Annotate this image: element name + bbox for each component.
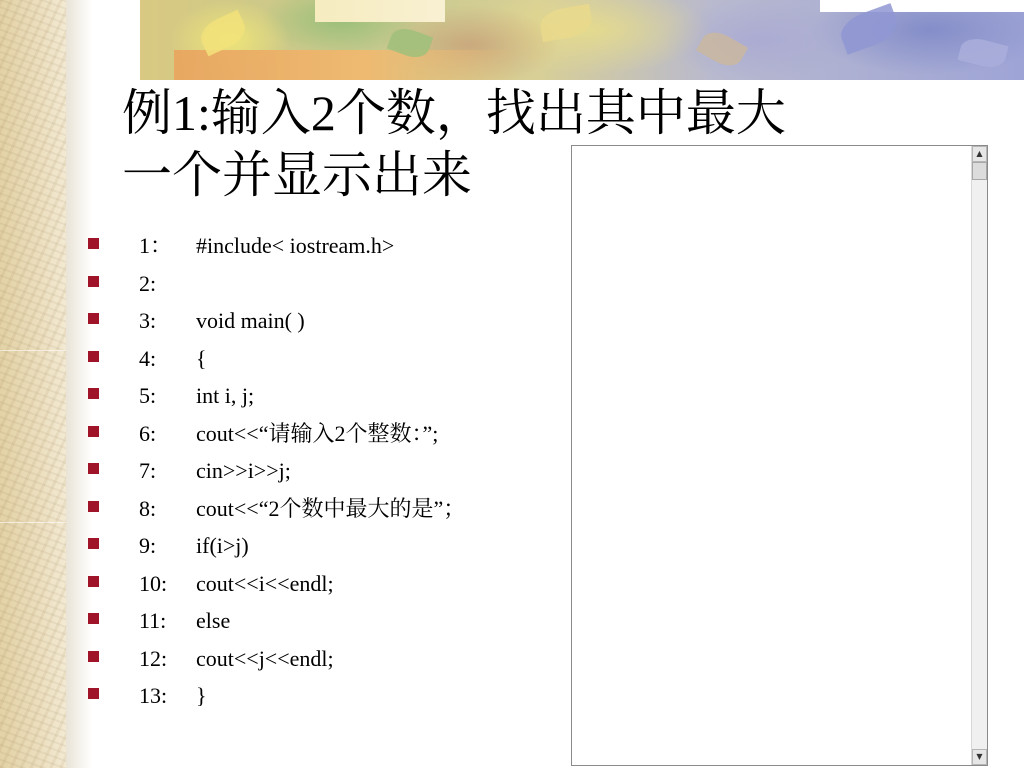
bullet-icon — [88, 351, 99, 362]
bullet-icon — [88, 238, 99, 249]
code-text: { — [196, 345, 207, 371]
code-text: if(i>j) — [196, 533, 249, 558]
line-number: 1： — [139, 233, 173, 258]
line-number: 11: — [139, 608, 167, 633]
line-number: 9: — [139, 533, 157, 558]
code-text: cout<<j<<endl; — [196, 645, 334, 671]
bullet-icon — [88, 463, 99, 474]
line-number: 7: — [139, 458, 157, 483]
bullet-icon — [88, 388, 99, 399]
parchment-seam — [0, 350, 66, 351]
code-text: cout<<“2个数中最大的是”； — [196, 495, 466, 521]
code-text: #include< iostream.h> — [196, 233, 395, 258]
title-line: 一个并显示出来 — [122, 147, 472, 203]
line-number: 5: — [139, 383, 157, 408]
leaf-shape — [957, 34, 1008, 71]
bullet-icon — [88, 276, 99, 287]
bullet-icon — [88, 651, 99, 662]
code-text: cin>>i>>j; — [196, 458, 291, 483]
bullet-icon — [88, 426, 99, 437]
leaf-shape — [538, 4, 594, 43]
line-number: 6: — [139, 420, 157, 446]
code-text: cout<<“请输入2个整数：”; — [196, 420, 439, 446]
banner-top-gap — [820, 0, 1024, 12]
parchment-seam — [0, 522, 66, 523]
code-text: void main( ) — [196, 308, 305, 333]
code-text: } — [196, 683, 207, 708]
line-number: 10: — [139, 570, 168, 596]
decorative-banner — [140, 0, 1024, 80]
bullet-icon — [88, 313, 99, 324]
bullet-icon — [88, 613, 99, 624]
code-text: cout<<i<<endl; — [196, 570, 334, 596]
output-text-panel[interactable] — [571, 145, 988, 766]
banner-highlight — [315, 0, 445, 22]
line-number: 8: — [139, 495, 157, 521]
bullet-icon — [88, 576, 99, 587]
line-number: 4: — [139, 345, 157, 371]
scroll-thumb[interactable] — [972, 162, 987, 180]
bullet-icon — [88, 688, 99, 699]
line-number: 13: — [139, 683, 168, 708]
line-number: 2: — [139, 270, 157, 296]
vertical-scrollbar[interactable] — [971, 146, 987, 765]
leaf-shape — [696, 26, 748, 72]
scroll-down-icon[interactable]: ▼ — [972, 749, 987, 765]
line-number: 12: — [139, 645, 168, 671]
banner-orange-band — [174, 50, 524, 80]
title-line: 例1:输入2个数，找出其中最大 — [122, 85, 786, 141]
code-text: else — [196, 608, 231, 633]
bullet-icon — [88, 501, 99, 512]
parchment-border — [0, 0, 66, 768]
scroll-up-icon[interactable]: ▲ — [972, 146, 987, 162]
code-text: int i, j; — [196, 383, 255, 408]
bullet-icon — [88, 538, 99, 549]
output-text-area[interactable] — [574, 148, 969, 763]
line-number: 3: — [139, 308, 157, 333]
